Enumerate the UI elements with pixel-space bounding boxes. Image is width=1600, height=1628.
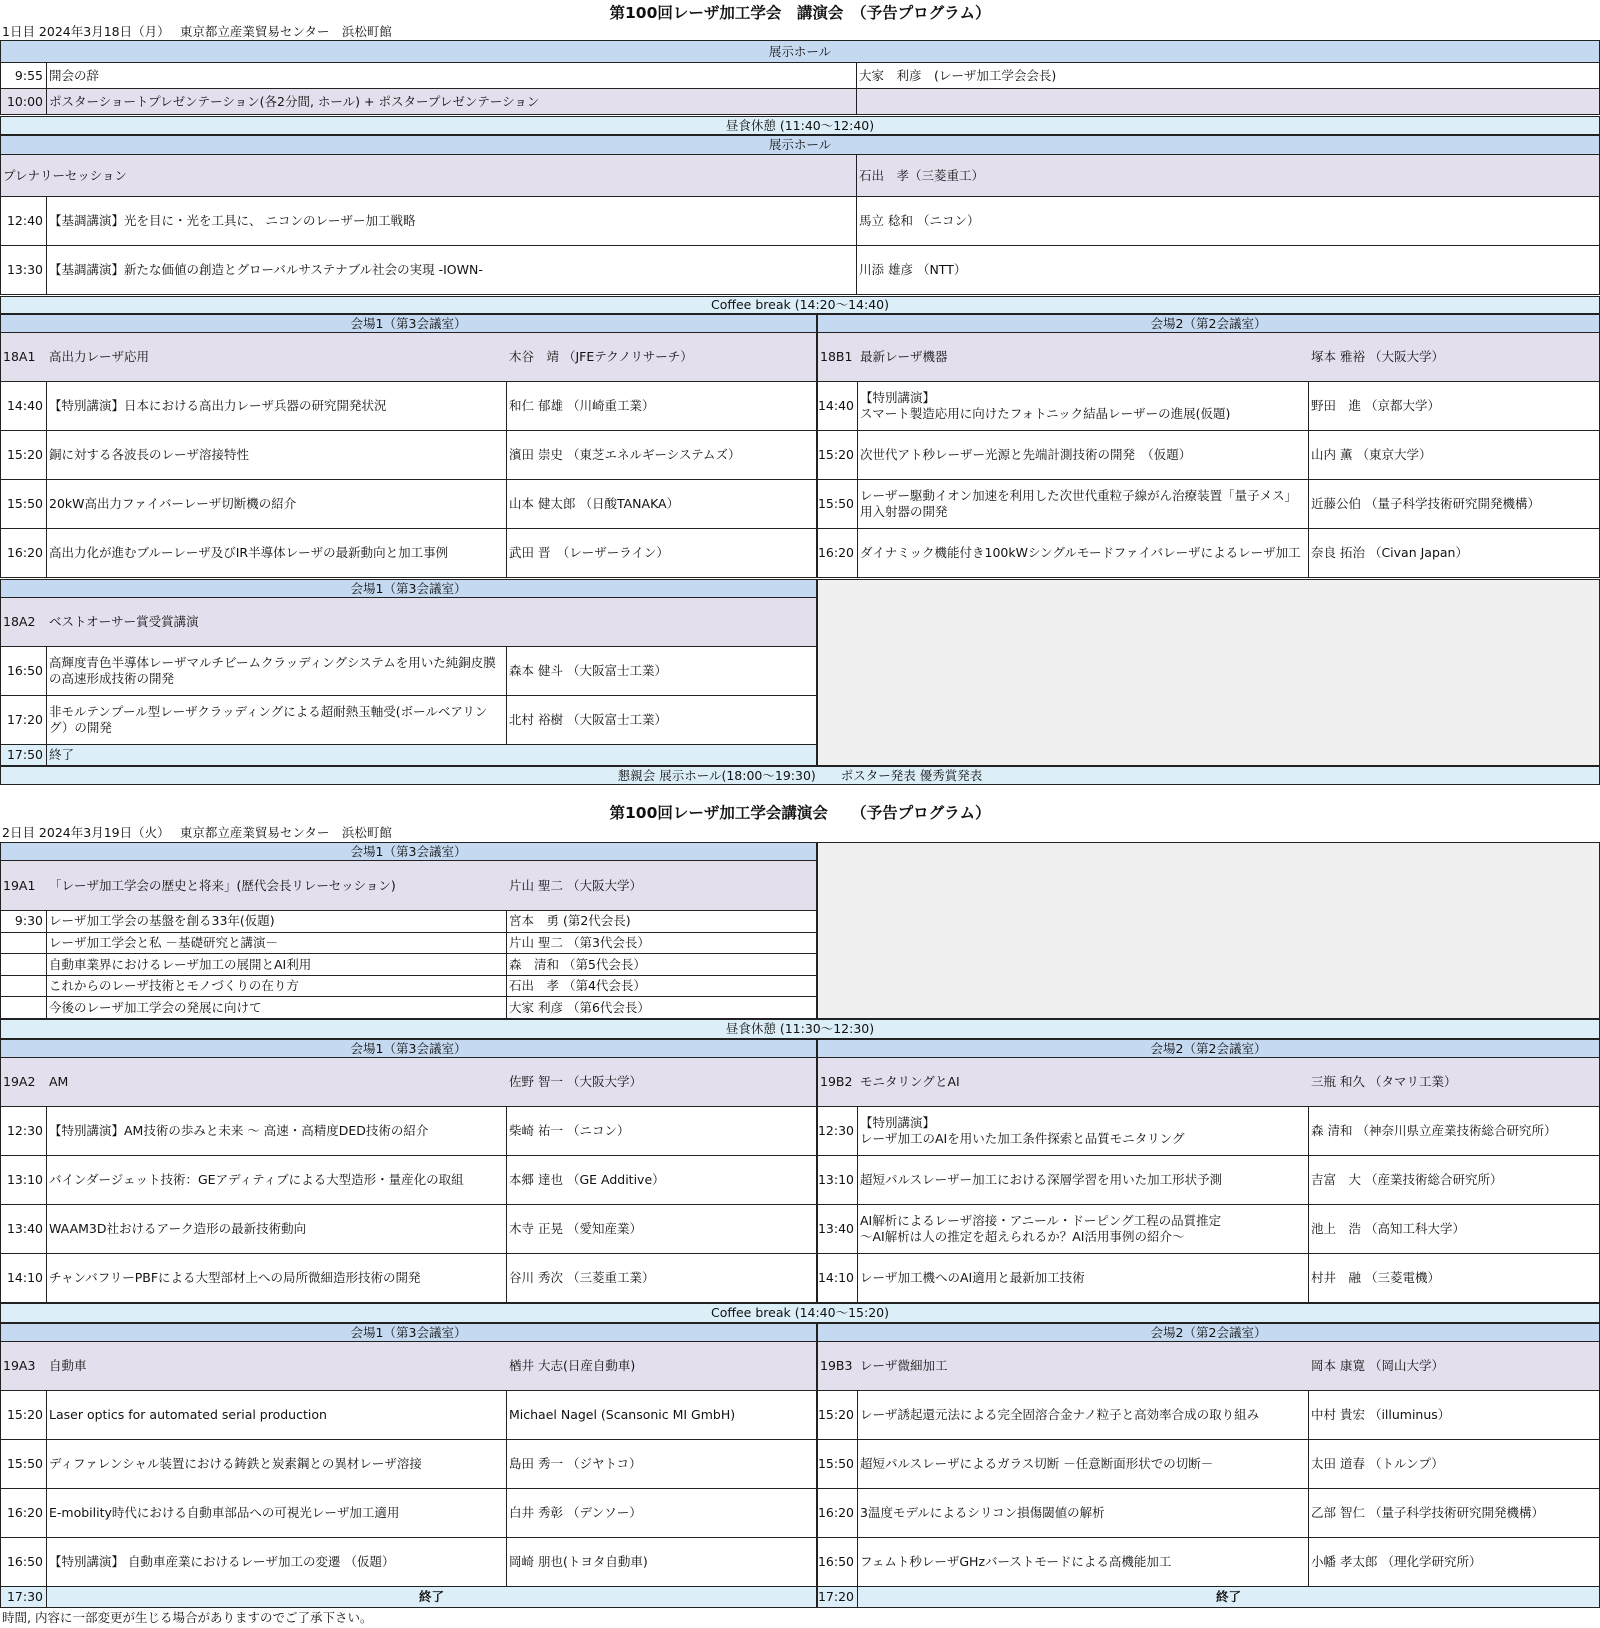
poster-row	[0, 89, 1600, 115]
s18b1-talk	[817, 382, 1600, 431]
talk-title: チャンバフリーPBFによる大型部材上への局所微細造形技術の開発	[47, 1254, 507, 1302]
talk-time	[1, 997, 47, 1018]
talk-title: AI解析によるレーザ溶接・アニール・ドーピング工程の品質推定 ～AI解析は人の推定を超えられるか？AI活用事例の紹介～	[858, 1205, 1309, 1253]
s19a2-talk	[0, 1205, 817, 1254]
talk-time: 12:30	[818, 1107, 858, 1155]
s19a1-header	[0, 861, 817, 911]
s18a1-talk	[0, 382, 817, 431]
session-code: 19B3	[820, 1358, 853, 1374]
talk-time	[1, 933, 47, 954]
session-code: 19A3	[3, 1358, 36, 1374]
talk-speaker: 太田 道春 （トルンプ）	[1311, 1456, 1444, 1472]
day2-end-row-b	[817, 1587, 1600, 1608]
end-label: 終了	[1215, 1589, 1241, 1605]
day1-hall-band: 展示ホール	[0, 40, 1600, 63]
day2-lunch-band: 昼食休憩 (11:30～12:30)	[0, 1019, 1600, 1039]
plenary-title: プレナリーセッション	[1, 155, 857, 196]
s19a3-talk	[0, 1440, 817, 1489]
poster-title: ポスターショートプレゼンテーション(各2分間, ホール) + ポスタープレゼンテーション	[47, 89, 857, 114]
talk-title: 今後のレーザ加工学会の発展に向けて	[47, 997, 507, 1018]
talk-time: 14:10	[818, 1254, 858, 1302]
day2-empty-area	[817, 842, 1600, 1019]
talk-speaker: 谷川 秀次 （三菱重工業）	[509, 1270, 655, 1286]
talk-time: 15:50	[818, 1440, 858, 1488]
s18a1-talk	[0, 431, 817, 480]
talk-title: 自動車業界におけるレーザ加工の展開とAI利用	[47, 954, 507, 975]
talk-time: 14:10	[1, 1254, 47, 1302]
talk-title: 【特別講演】 レーザ加工のAIを用いた加工条件探索と品質モニタリング	[858, 1107, 1309, 1155]
talk-speaker: 中村 貴宏 （illuminus）	[1311, 1407, 1451, 1423]
day1-room2-band: 会場2（第2会議室）	[817, 314, 1600, 333]
keynote-speaker: 川添 雄彦 （NTT）	[859, 262, 967, 278]
talk-speaker: 岡崎 朋也(トヨタ自動車)	[509, 1554, 648, 1570]
talk-title: 銅に対する各波長のレーザ溶接特性	[47, 431, 507, 479]
talk-time: 15:20	[818, 1391, 858, 1439]
end-time: 17:20	[818, 1587, 858, 1607]
session-chair: 三瓶 和久 （タマリ工業）	[1311, 1074, 1457, 1090]
keynote-time: 13:30	[1, 246, 47, 294]
session-title: AM	[49, 1074, 69, 1090]
talk-time: 16:20	[1, 1489, 47, 1537]
session-code: 18B1	[820, 349, 853, 365]
talk-speaker: 野田 進 （京都大学）	[1311, 398, 1440, 414]
talk-speaker: 石出 孝 （第4代会長）	[509, 978, 646, 994]
talk-time: 15:50	[1, 1440, 47, 1488]
talk-speaker: 片山 聖二 （第3代会長）	[509, 935, 650, 951]
day1-empty-area	[817, 579, 1600, 766]
s19a3-talk	[0, 1538, 817, 1587]
talk-title: 高出力化が進むブルーレーザ及びIR半導体レーザの最新動向と加工事例	[47, 529, 507, 577]
talk-time: 13:10	[1, 1156, 47, 1204]
talk-title: WAAM3D社おけるアーク造形の最新技術動向	[47, 1205, 507, 1253]
talk-speaker: 森 清和 （神奈川県立産業技術総合研究所）	[1311, 1123, 1557, 1139]
talk-title: 超短パルスレーザによるガラス切断 －任意断面形状での切断－	[858, 1440, 1309, 1488]
talk-title: 【特別講演】 スマート製造応用に向けたフォトニック結晶レーザーの進展(仮題)	[858, 382, 1309, 430]
s18b1-talk	[817, 529, 1600, 578]
poster-blank	[857, 89, 1599, 114]
s19a1-talk	[0, 933, 817, 955]
talk-speaker: 濱田 崇史 （東芝エネルギーシステムズ）	[509, 447, 741, 463]
session-title: レーザ微細加工	[860, 1358, 948, 1374]
session-title: 「レーザ加工学会の歴史と将来」(歴代会長リレーセッション)	[49, 877, 396, 893]
talk-title: 【特別講演】 自動車産業におけるレーザ加工の変遷 （仮題）	[47, 1538, 507, 1586]
talk-title: ディファレンシャル装置における鋳鉄と炭素鋼との異材レーザ溶接	[47, 1440, 507, 1488]
session-chair: 岡本 康寛 （岡山大学）	[1311, 1358, 1444, 1374]
talk-time: 12:30	[1, 1107, 47, 1155]
day2-note: 時間, 内容に一部変更が生じる場合がありますのでご了承下さい。	[2, 1610, 373, 1625]
talk-title: レーザ加工学会の基盤を創る33年(仮題)	[47, 911, 507, 932]
talk-speaker: 村井 融 （三菱電機）	[1311, 1270, 1440, 1286]
plenary-chair: 石出 孝（三菱重工）	[859, 167, 985, 183]
session-chair: 塚本 雅裕 （大阪大学）	[1311, 349, 1444, 365]
keynote-title: 【基調講演】光を目に・光を工具に、 ニコンのレーザー加工戦略	[47, 197, 857, 245]
day2-title: 第100回レーザ加工学会講演会 （予告プログラム）	[609, 804, 991, 822]
opening-time: 9:55	[1, 63, 47, 88]
s18a2-talk	[0, 647, 817, 696]
talk-time: 13:40	[818, 1205, 858, 1253]
s18a2-talk	[0, 696, 817, 745]
talk-speaker: 乙部 智仁 （量子科学技術研究開発機構）	[1311, 1505, 1544, 1521]
day2-end-row-a	[0, 1587, 817, 1608]
session-chair: 片山 聖二 （大阪大学）	[509, 877, 642, 893]
session-chair: 佐野 智一 （大阪大学）	[509, 1074, 642, 1090]
session-title: 自動車	[49, 1358, 87, 1374]
day2-room1b-band: 会場1（第3会議室）	[0, 1039, 817, 1058]
day2-date: 2日目 2024年3月19日（火） 東京都立産業貿易センター 浜松町館	[2, 825, 392, 840]
s18a2-header	[0, 598, 817, 647]
end-label: 終了	[49, 747, 75, 763]
keynote-row	[0, 197, 1600, 246]
talk-speaker: 小幡 孝太郎 （理化学研究所）	[1311, 1554, 1482, 1570]
s18b1-header	[817, 333, 1600, 382]
s19b3-header	[817, 1342, 1600, 1391]
talk-time: 17:20	[1, 696, 47, 744]
talk-title: レーザ誘起還元法による完全固溶合金ナノ粒子と高効率合成の取り組み	[858, 1391, 1309, 1439]
talk-title: 3温度モデルによるシリコン損傷閾値の解析	[858, 1489, 1309, 1537]
talk-title: 【特別講演】AM技術の歩みと未来 ～ 高速・高精度DED技術の紹介	[47, 1107, 507, 1155]
s18b1-talk	[817, 431, 1600, 480]
talk-speaker: 大家 利彦 （第6代会長）	[509, 999, 650, 1015]
talk-time: 16:20	[818, 1489, 858, 1537]
talk-speaker: 山内 薫 （東京大学）	[1311, 447, 1432, 463]
s19b3-talk	[817, 1489, 1600, 1538]
opening-row	[0, 63, 1600, 89]
talk-speaker: 本郷 達也 （GE Additive）	[509, 1172, 665, 1188]
day1-room1b-band: 会場1（第3会議室）	[0, 579, 817, 598]
talk-title: 【特別講演】日本における高出力レーザ兵器の研究開発状況	[47, 382, 507, 430]
s19a3-talk	[0, 1489, 817, 1538]
talk-title: E-mobility時代における自動車部品への可視光レーザ加工適用	[47, 1489, 507, 1537]
talk-time: 14:40	[1, 382, 47, 430]
talk-speaker: 池上 浩 （高知工科大学）	[1311, 1221, 1465, 1237]
talk-speaker: 宮本 勇 (第2代会長)	[509, 913, 631, 929]
s19b3-talk	[817, 1440, 1600, 1489]
s19a2-talk	[0, 1254, 817, 1303]
talk-time: 16:20	[1, 529, 47, 577]
day1-room1-band: 会場1（第3会議室）	[0, 314, 817, 333]
s19b3-talk	[817, 1538, 1600, 1587]
talk-title: バインダージェット技術：GEアディティブによる大型造形・量産化の取組	[47, 1156, 507, 1204]
s18a1-header	[0, 333, 817, 382]
talk-title: Laser optics for automated serial production	[47, 1391, 507, 1439]
day2-coffee-band: Coffee break (14:40～15:20)	[0, 1303, 1600, 1323]
session-code: 19A2	[3, 1074, 36, 1090]
session-title: 高出力レーザ応用	[49, 349, 150, 365]
talk-speaker: Michael Nagel (Scansonic MI GmbH)	[509, 1407, 736, 1423]
talk-title: 非モルテンプール型レーザクラッディングによる超耐熱玉軸受(ボールベアリング）の開発	[47, 696, 507, 744]
session-title: 最新レーザ機器	[860, 349, 948, 365]
talk-speaker: 山本 健太郎 （日酸TANAKA）	[509, 496, 680, 512]
day1-title: 第100回レーザ加工学会 講演会 （予告プログラム）	[609, 4, 991, 22]
talk-speaker: 奈良 拓治 （Civan Japan）	[1311, 545, 1468, 561]
s19b2-talk	[817, 1107, 1600, 1156]
talk-time	[1, 954, 47, 975]
day2-room1c-band: 会場1（第3会議室）	[0, 1323, 817, 1342]
talk-time	[1, 976, 47, 997]
session-chair: 楢井 大志(日産自動車)	[509, 1358, 636, 1374]
s19a2-header	[0, 1058, 817, 1107]
day2-room2b-band: 会場2（第2会議室）	[817, 1323, 1600, 1342]
s19a2-talk	[0, 1156, 817, 1205]
session-code: 19B2	[820, 1074, 853, 1090]
s19b2-talk	[817, 1156, 1600, 1205]
talk-title: レーザ加工機へのAI適用と最新加工技術	[858, 1254, 1309, 1302]
session-title: ベストオーサー賞受賞講演	[49, 614, 199, 630]
talk-speaker: 木寺 正晃 （愛知産業）	[509, 1221, 642, 1237]
s18a1-talk	[0, 529, 817, 578]
s19a2-talk	[0, 1107, 817, 1156]
session-code: 18A1	[3, 349, 36, 365]
s19a3-header	[0, 1342, 817, 1391]
talk-time: 16:20	[818, 529, 858, 577]
end-time: 17:30	[1, 1587, 47, 1607]
keynote-row	[0, 246, 1600, 295]
keynote-time: 12:40	[1, 197, 47, 245]
talk-speaker: 森 清和 （第5代会長）	[509, 956, 646, 972]
keynote-title: 【基調講演】新たな価値の創造とグローバルサステナブル社会の実現 -IOWN-	[47, 246, 857, 294]
s19a1-talk	[0, 997, 817, 1019]
talk-time: 13:10	[818, 1156, 858, 1204]
end-time: 17:50	[1, 745, 47, 765]
talk-speaker: 吉富 大 （産業技術総合研究所）	[1311, 1172, 1503, 1188]
talk-time: 15:50	[1, 480, 47, 528]
s19b3-talk	[817, 1391, 1600, 1440]
day1-date: 1日目 2024年3月18日（月） 東京都立産業貿易センター 浜松町館	[2, 24, 392, 39]
day1-end-row	[0, 745, 817, 766]
s19b2-talk	[817, 1254, 1600, 1303]
talk-title: 20kW高出力ファイバーレーザ切断機の紹介	[47, 480, 507, 528]
talk-time: 16:50	[818, 1538, 858, 1586]
talk-speaker: 武田 晋 （レーザーライン）	[509, 545, 669, 561]
talk-title: 超短パルスレーザー加工における深層学習を用いた加工形状予測	[858, 1156, 1309, 1204]
s18b1-talk	[817, 480, 1600, 529]
day1-lunch-band: 昼食休憩 (11:40～12:40)	[0, 116, 1600, 135]
talk-title: レーザー駆動イオン加速を利用した次世代重粒子線がん治療装置「量子メス」用入射器の開発	[858, 480, 1309, 528]
talk-title: これからのレーザ技術とモノづくりの在り方	[47, 976, 507, 997]
talk-time: 15:20	[1, 1391, 47, 1439]
talk-time: 16:50	[1, 1538, 47, 1586]
plenary-row	[0, 155, 1600, 197]
talk-speaker: 白井 秀彰 （デンソー）	[509, 1505, 642, 1521]
s19a3-talk	[0, 1391, 817, 1440]
talk-time: 15:50	[818, 480, 858, 528]
talk-time: 15:20	[818, 431, 858, 479]
poster-time: 10:00	[1, 89, 47, 114]
talk-title: レーザ加工学会と私 －基礎研究と講演－	[47, 933, 507, 954]
talk-speaker: 柴崎 祐一 （ニコン）	[509, 1123, 630, 1139]
session-title: モニタリングとAI	[860, 1074, 960, 1090]
day1-coffee-band: Coffee break (14:20～14:40)	[0, 296, 1600, 314]
s19b2-header	[817, 1058, 1600, 1107]
talk-time: 16:50	[1, 647, 47, 695]
talk-speaker: 森本 健斗 （大阪富士工業）	[509, 663, 667, 679]
talk-title: 次世代アト秒レーザー光源と先端計測技術の開発 （仮題）	[858, 431, 1309, 479]
day2-room2-band: 会場2（第2会議室）	[817, 1039, 1600, 1058]
talk-title: 高輝度青色半導体レーザマルチビームクラッディングシステムを用いた純銅皮膜の高速形成技術の開発	[47, 647, 507, 695]
session-chair: 木谷 靖 （JFEテクノリサーチ）	[509, 349, 693, 365]
opening-speaker: 大家 利彦 (レーザ加工学会会長)	[859, 67, 1057, 83]
talk-speaker: 北村 裕樹 （大阪富士工業）	[509, 712, 667, 728]
talk-time: 13:40	[1, 1205, 47, 1253]
talk-title: ダイナミック機能付き100kWシングルモードファイバレーザによるレーザ加工	[858, 529, 1309, 577]
day1-party-band: 懇親会 展示ホール(18:00～19:30) ポスター発表 優秀賞発表	[0, 766, 1600, 785]
s19a1-talk	[0, 911, 817, 933]
talk-time: 9:30	[1, 911, 47, 932]
session-code: 19A1	[3, 877, 36, 893]
talk-title: フェムト秒レーザGHzバーストモードによる高機能加工	[858, 1538, 1309, 1586]
s19a1-talk	[0, 976, 817, 998]
talk-speaker: 島田 秀一 （ジヤトコ）	[509, 1456, 642, 1472]
session-code: 18A2	[3, 614, 36, 630]
opening-title: 開会の辞	[47, 63, 857, 88]
day2-room1-band: 会場1（第3会議室）	[0, 842, 817, 861]
talk-time: 15:20	[1, 431, 47, 479]
s19a1-talk	[0, 954, 817, 976]
talk-time: 14:40	[818, 382, 858, 430]
day1-hall2-band: 展示ホール	[0, 135, 1600, 155]
talk-speaker: 近藤公伯 （量子科学技術研究開発機構）	[1311, 496, 1540, 512]
talk-speaker: 和仁 郁雄 （川崎重工業）	[509, 398, 655, 414]
keynote-speaker: 馬立 稔和 （ニコン）	[859, 213, 980, 229]
s18a1-talk	[0, 480, 817, 529]
end-label: 終了	[418, 1589, 444, 1605]
s19b2-talk	[817, 1205, 1600, 1254]
